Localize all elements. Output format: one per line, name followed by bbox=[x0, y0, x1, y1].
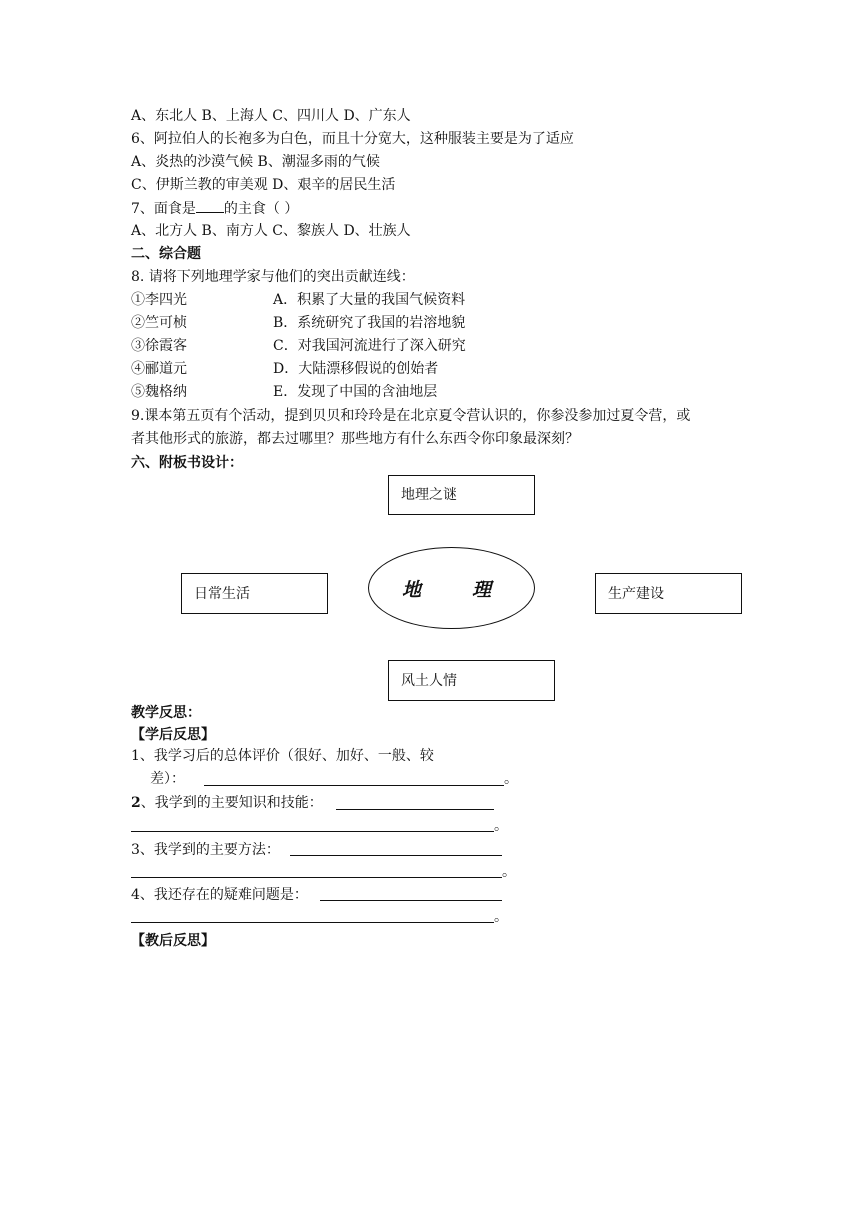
q7-blank bbox=[196, 198, 224, 213]
answer-line bbox=[320, 900, 502, 901]
board-box-right bbox=[595, 573, 742, 614]
board-box-bottom bbox=[388, 660, 555, 701]
board-box-top-label: 地理之谜 bbox=[401, 487, 457, 503]
section6-title: 六、附板书设计： bbox=[131, 455, 243, 471]
q9-line2: 者其他形式的旅游，都去过哪里？那些地方有什么东西令你印象最深刻？ bbox=[131, 431, 579, 447]
q7-stem-end: 的主食（ ） bbox=[223, 201, 299, 217]
q8-person: ④郦道元 bbox=[131, 361, 187, 377]
q8-person: ①李四光 bbox=[131, 292, 187, 308]
answer-line bbox=[204, 785, 504, 786]
board-box-left-label: 日常生活 bbox=[194, 585, 250, 602]
teacher-reflection-heading: 【教后反思】 bbox=[131, 933, 215, 949]
q6-options-cd: C、伊斯兰教的审美观 D、艰辛的居民生活 bbox=[131, 177, 396, 193]
reflection-title: 教学反思： bbox=[131, 705, 201, 721]
reflection-period: 。 bbox=[502, 864, 516, 880]
q8-stem: 8. 请将下列地理学家与他们的突出贡献连线： bbox=[131, 269, 415, 285]
q6-options-ab: A、炎热的沙漠气候 B、潮湿多雨的气候 bbox=[131, 154, 380, 170]
answer-line bbox=[131, 922, 494, 923]
q8-person: ②竺可桢 bbox=[131, 315, 187, 331]
q7-options: A、北方人 B、南方人 C、黎族人 D、壮族人 bbox=[131, 223, 411, 239]
q8-contribution: D．大陆漂移假说的创始者 bbox=[273, 361, 439, 377]
reflection-item-1-line2: 差）： bbox=[150, 771, 185, 787]
answer-line bbox=[336, 809, 494, 810]
board-box-left bbox=[181, 573, 328, 614]
reflection-item-1-line1: 1、我学习后的总体评价（很好、加好、一般、较 bbox=[131, 748, 434, 764]
q8-contribution: B．系统研究了我国的岩溶地貌 bbox=[273, 315, 466, 331]
q5-options: A、东北人 B、上海人 C、四川人 D、广东人 bbox=[131, 108, 411, 124]
q8-contribution: E．发现了中国的含油地层 bbox=[273, 384, 438, 400]
q8-contribution: A．积累了大量的我国气候资料 bbox=[273, 292, 466, 308]
board-box-bottom-label: 风土人情 bbox=[401, 672, 457, 689]
q6-stem: 6、阿拉伯人的长袍多为白色，而且十分宽大，这种服装主要是为了适应 bbox=[131, 131, 574, 147]
q9-line1: 9.课本第五页有个活动，提到贝贝和玲玲是在北京夏令营认识的，你参没参加过夏令营，或 bbox=[131, 408, 691, 424]
q7-stem-start: 7、面食是 bbox=[131, 201, 196, 217]
student-reflection-heading: 【学后反思】 bbox=[131, 727, 215, 743]
reflection-item-4: 4、我还存在的疑难问题是： bbox=[131, 887, 308, 903]
answer-line bbox=[290, 855, 502, 856]
q8-contribution: C．对我国河流进行了深入研究 bbox=[273, 338, 466, 354]
reflection-period: 。 bbox=[504, 771, 518, 787]
board-box-top bbox=[388, 475, 535, 515]
reflection-item-2-text: 、我学到的主要知识和技能： bbox=[140, 795, 323, 811]
board-center-char-2: 理 bbox=[472, 579, 494, 601]
board-box-right-label: 生产建设 bbox=[608, 585, 664, 602]
section2-title: 二、综合题 bbox=[131, 246, 201, 262]
reflection-item-2-number: 2 bbox=[131, 795, 141, 811]
board-center-char-1: 地 bbox=[402, 579, 424, 601]
board-center-ellipse bbox=[368, 547, 535, 629]
q8-person: ⑤魏格纳 bbox=[131, 384, 187, 400]
reflection-item-3: 3、我学到的主要方法： bbox=[131, 842, 280, 858]
reflection-period: 。 bbox=[494, 909, 508, 925]
answer-line bbox=[131, 831, 494, 832]
reflection-item-2 bbox=[131, 793, 323, 813]
q7-stem bbox=[131, 198, 298, 219]
q8-person: ③徐霞客 bbox=[131, 338, 187, 354]
reflection-period: 。 bbox=[494, 818, 508, 834]
answer-line bbox=[131, 877, 502, 878]
